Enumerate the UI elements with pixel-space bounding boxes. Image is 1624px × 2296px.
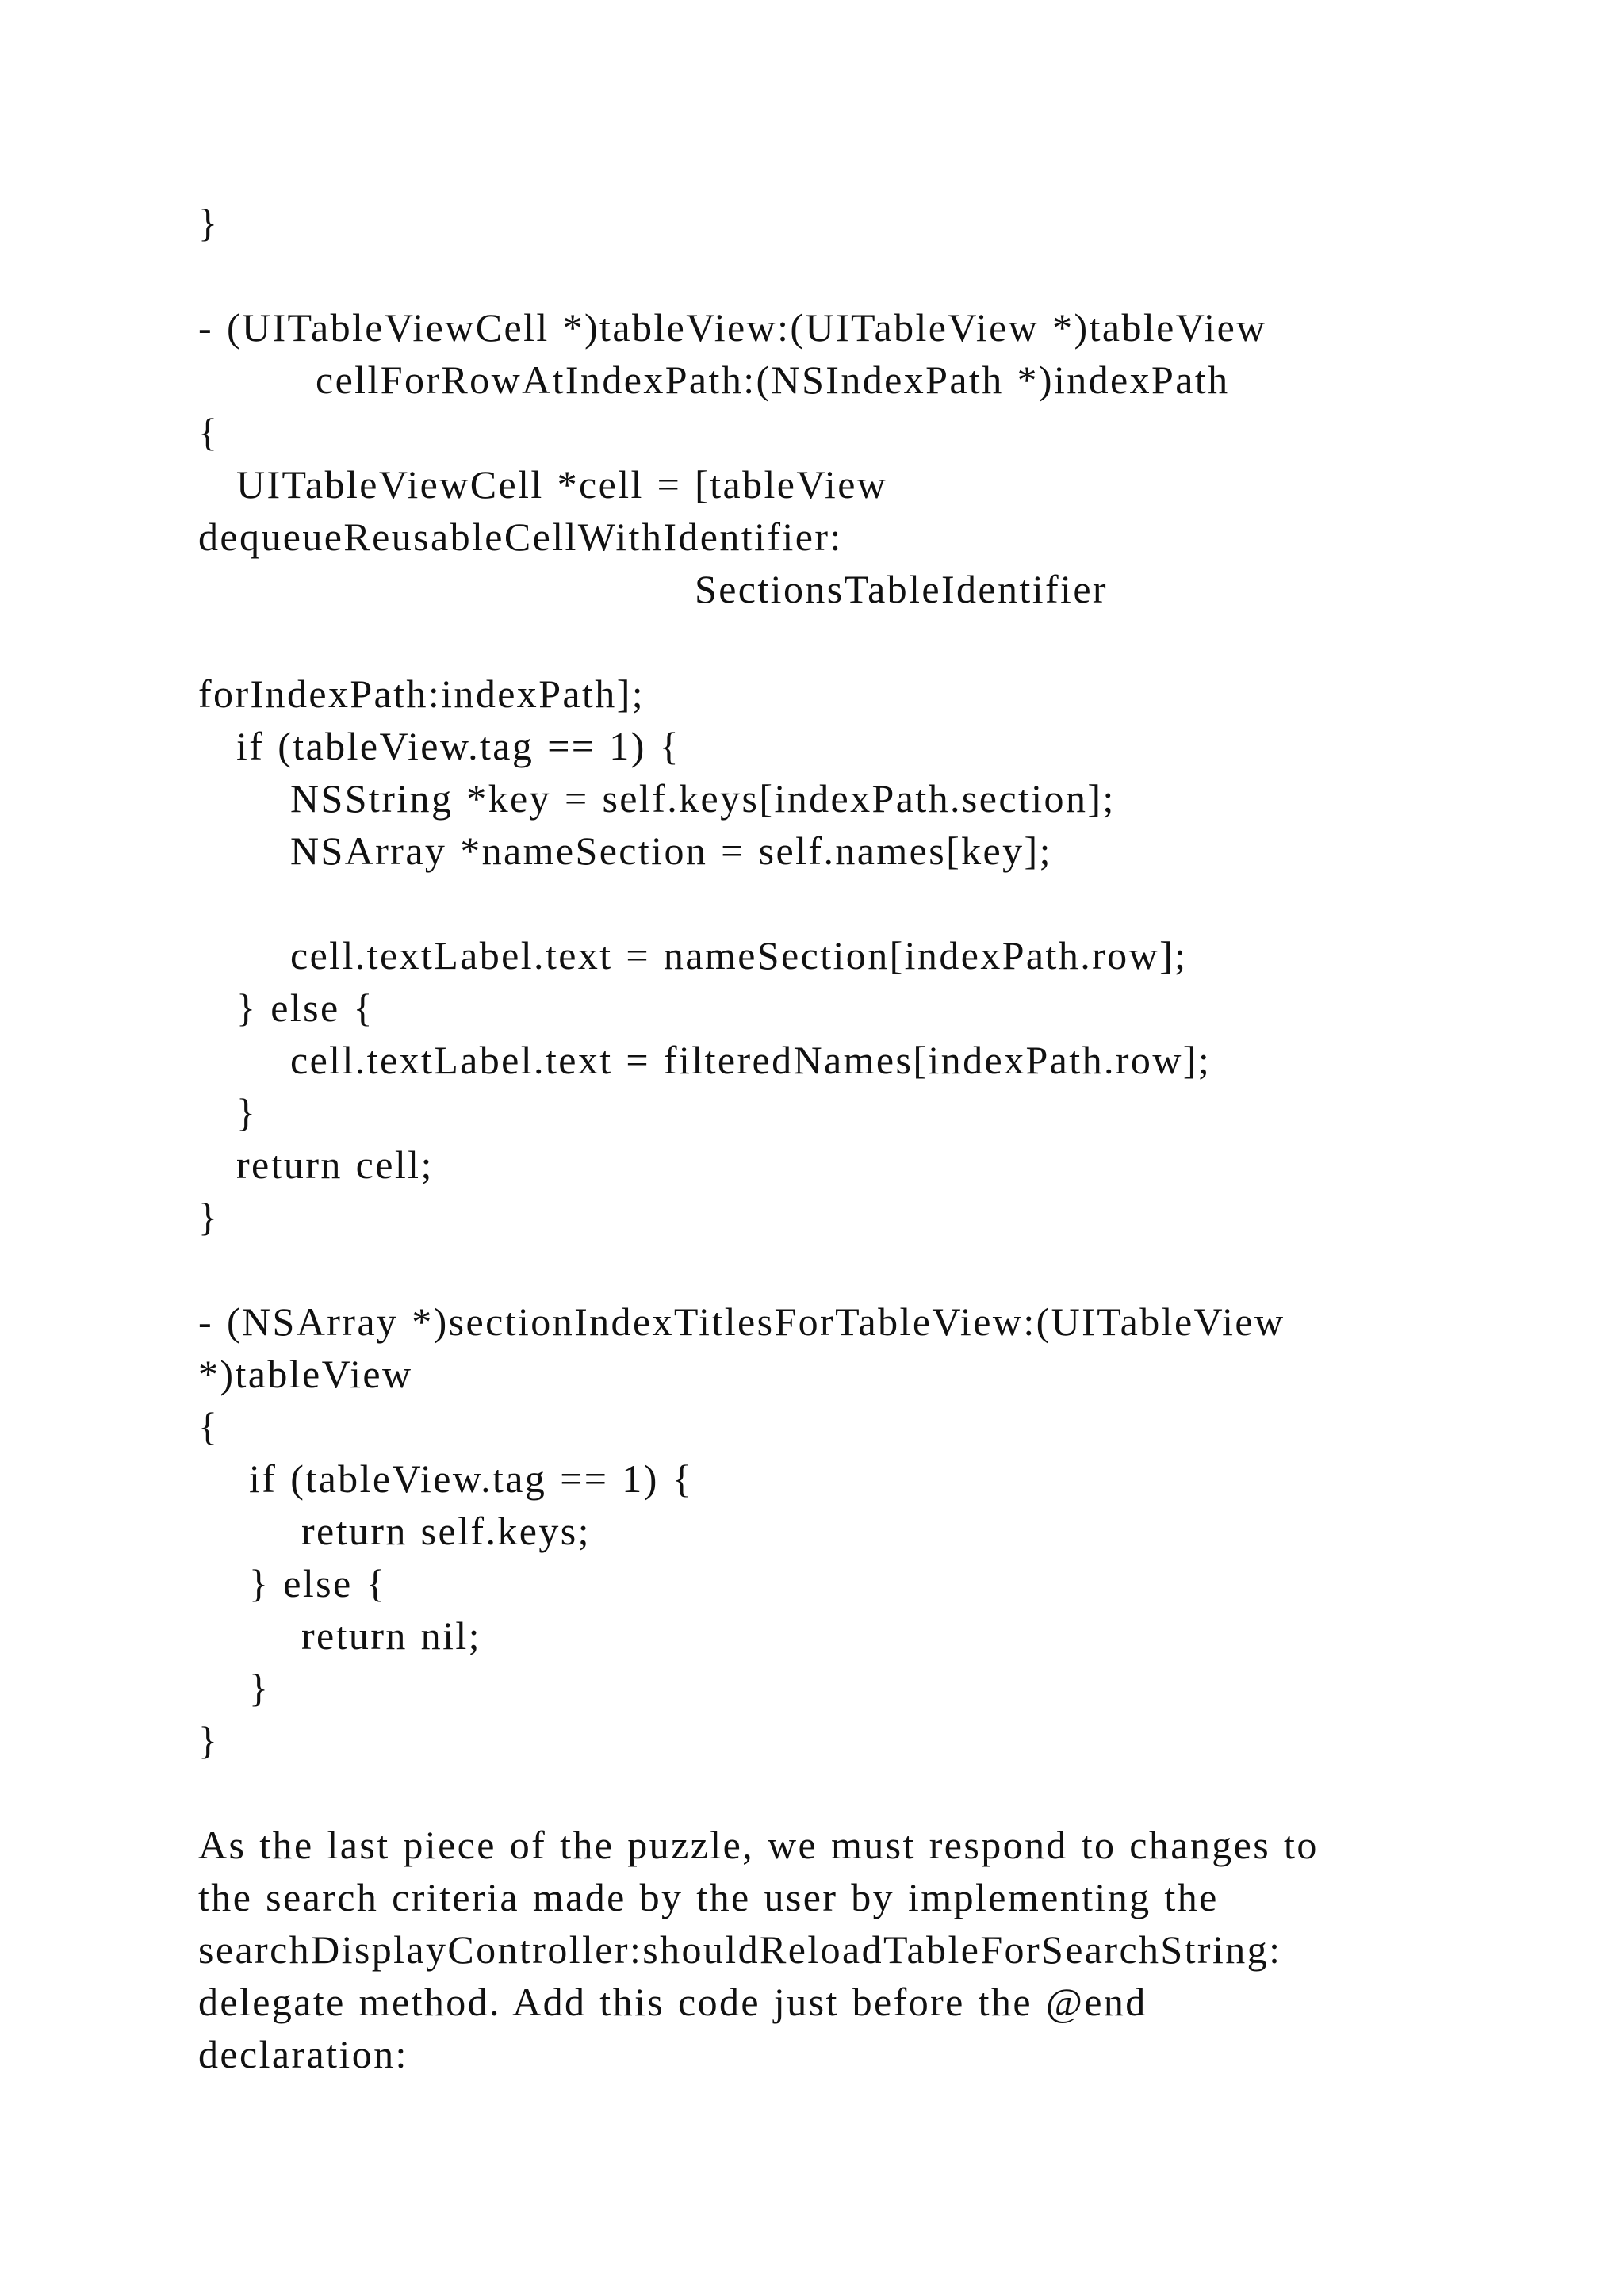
code-line: NSArray *nameSection = self.names[key]; bbox=[290, 828, 1052, 873]
code-line: UITableViewCell *cell = [tableView bbox=[236, 462, 888, 507]
code-line: - (NSArray *)sectionIndexTitlesForTableView:(UITableView bbox=[198, 1299, 1285, 1344]
code-line: } bbox=[198, 1195, 220, 1239]
code-line: } else { bbox=[249, 1561, 387, 1605]
code-line: return nil; bbox=[301, 1613, 481, 1658]
code-line: dequeueReusableCellWithIdentifier: bbox=[198, 515, 843, 559]
code-line: { bbox=[198, 410, 220, 454]
code-line: { bbox=[198, 1404, 220, 1448]
code-line: if (tableView.tag == 1) { bbox=[236, 724, 681, 768]
code-line: SectionsTableIdentifier bbox=[695, 567, 1108, 611]
body-text-line: As the last piece of the puzzle, we must respond to changes to bbox=[198, 1823, 1319, 1867]
code-line: cell.textLabel.text = filteredNames[indexPath.row]; bbox=[290, 1038, 1212, 1082]
code-line: } bbox=[198, 1718, 220, 1762]
body-text-line: the search criteria made by the user by implementing the bbox=[198, 1875, 1219, 1919]
body-text-line: delegate method. Add this code just before the @end bbox=[198, 1980, 1147, 2024]
code-line: cellForRowAtIndexPath:(NSIndexPath *)indexPath bbox=[316, 358, 1230, 402]
code-line: if (tableView.tag == 1) { bbox=[249, 1456, 694, 1501]
body-text-line: searchDisplayController:shouldReloadTableForSearchString: bbox=[198, 1927, 1282, 1972]
code-line: - (UITableViewCell *)tableView:(UITableView *)tableView bbox=[198, 305, 1267, 350]
code-line: return self.keys; bbox=[301, 1509, 591, 1553]
code-line: } bbox=[198, 201, 220, 245]
code-line: *)tableView bbox=[198, 1352, 413, 1396]
code-line: } bbox=[249, 1666, 270, 1710]
code-line: } else { bbox=[236, 985, 374, 1030]
code-line: cell.textLabel.text = nameSection[indexPath.row]; bbox=[290, 933, 1188, 978]
code-line: } bbox=[236, 1090, 258, 1135]
body-text-line: declaration: bbox=[198, 2032, 408, 2076]
code-line: return cell; bbox=[236, 1142, 434, 1187]
code-line: forIndexPath:indexPath]; bbox=[198, 672, 645, 716]
code-line: NSString *key = self.keys[indexPath.section]; bbox=[290, 776, 1116, 821]
